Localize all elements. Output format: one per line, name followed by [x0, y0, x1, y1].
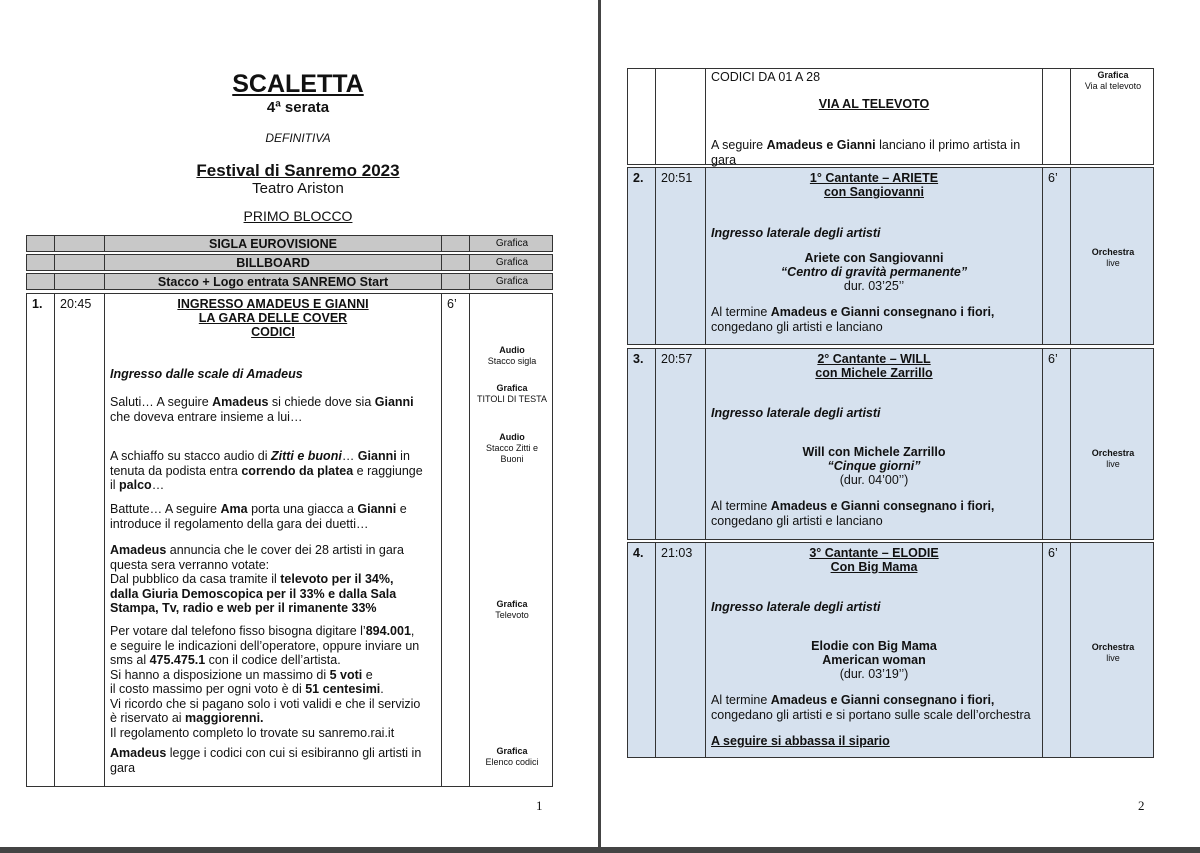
entry-time: 20:57 — [661, 352, 693, 366]
venue-label: Teatro Ariston — [252, 180, 344, 197]
note-grafica-televoto: Grafica Televoto — [495, 599, 529, 620]
entry-duration: 6’ — [1048, 352, 1058, 366]
paragraph-battute: Battute… A seguire Ama porta una giacca a Gianni e introduce il regolamento della gara dei duetti… — [110, 502, 407, 531]
row-title: BILLBOARD — [236, 256, 310, 270]
document-page-2 — [601, 0, 1200, 847]
note-audio-sigla: Audio Stacco sigla — [487, 345, 537, 366]
entry-number: 1. — [32, 297, 43, 311]
entrance-text: Ingresso laterale degli artisti — [711, 226, 881, 240]
closing-text: Al termine Amadeus e Gianni consegnano i fiori, congedano gli artisti e si portano sulle scale dell’orchestra — [711, 693, 1031, 722]
song-title: American woman — [822, 653, 926, 667]
entry-2-row — [627, 167, 1154, 345]
page-number: 2 — [1138, 798, 1145, 813]
entry-number: 4. — [633, 546, 644, 560]
entry-title-line-2: con Michele Zarrillo — [815, 366, 933, 380]
entry-number: 3. — [633, 352, 644, 366]
entrance-text: Ingresso laterale degli artisti — [711, 600, 881, 614]
entry-title-line-2: LA GARA DELLE COVER — [198, 311, 348, 325]
entry-number: 2. — [633, 171, 644, 185]
performers: Elodie con Big Mama — [811, 639, 937, 653]
document-page-1 — [0, 0, 598, 847]
entry-duration: 6’ — [1048, 171, 1058, 185]
entry-duration: 6’ — [447, 297, 457, 311]
entry-time: 20:45 — [60, 297, 92, 311]
entry-time: 21:03 — [661, 546, 693, 560]
entry-4-row — [627, 542, 1154, 758]
entry-title-line-2: con Sangiovanni — [823, 185, 924, 199]
note-orchestra: Orchestra live — [1091, 642, 1135, 663]
entry-duration: 6’ — [1048, 546, 1058, 560]
entry-title-line-1: 1° Cantante – ARIETE — [809, 171, 939, 185]
televoto-title: VIA AL TELEVOTO — [818, 97, 930, 111]
paragraph-votazione: Amadeus annuncia che le cover dei 28 artisti in gara questa sera verranno votate: Dal pubblico da casa tramite il televoto per il 34%, dalla Giuria Demoscopica per il 33% e dalla Sala Stampa, Tv, radio e web per il rimanente 33% — [110, 543, 404, 615]
performers: Ariete con Sangiovanni — [804, 251, 944, 265]
note-orchestra: Orchestra live — [1091, 247, 1135, 268]
gray-row-sigla — [26, 235, 553, 252]
note-grafica-televoto: Grafica Via al televoto — [1084, 70, 1142, 91]
curtain-text: A seguire si abbassa il sipario — [711, 734, 890, 748]
note-grafica-codici: Grafica Elenco codici — [485, 746, 539, 767]
entry-3-row — [627, 348, 1154, 540]
entry-title-line-1: 2° Cantante – WILL — [817, 352, 931, 366]
song-title: “Cinque giorni” — [827, 459, 921, 473]
row-title: SIGLA EUROVISIONE — [208, 237, 338, 251]
entry-title-line-1: INGRESSO AMADEUS E GIANNI — [177, 297, 369, 311]
paragraph-regolamento: Per votare dal telefono fisso bisogna digitare l’894.001, e seguire le indicazioni dell’operatore, oppure inviare un sms al 475.475.1 con il codice dell’artista. Si hanno a disposizione un massimo di 5 voti e il costo massimo per ogni voto è di 51 centesimi. Vi ricordo che si pagano solo i voti validi e che il servizio è riservato ai maggiorenni. Il regolamento completo lo trovate su sanremo.rai.it — [110, 624, 421, 740]
gray-row-billboard — [26, 254, 553, 271]
closing-text: Al termine Amadeus e Gianni consegnano i fiori, congedano gli artisti e lanciano — [711, 499, 995, 528]
song-duration: (dur. 04’00’’) — [839, 473, 909, 487]
closing-text: Al termine Amadeus e Gianni consegnano i fiori, congedano gli artisti e lanciano — [711, 305, 995, 334]
page-number: 1 — [536, 798, 543, 813]
paragraph-saluti: Saluti… A seguire Amadeus si chiede dove sia Gianni che doveva entrare insieme a lui… — [110, 395, 414, 424]
note-orchestra: Orchestra live — [1091, 448, 1135, 469]
entry-title-line-1: 3° Cantante – ELODIE — [809, 546, 939, 560]
paragraph-codici: Amadeus legge i codici con cui si esibiranno gli artisti in gara — [110, 746, 422, 775]
song-title: “Centro di gravità permanente” — [780, 265, 968, 279]
codes-text: CODICI DA 01 A 28 — [711, 70, 821, 84]
row-note: Grafica — [495, 257, 529, 268]
evening-label: 4ª serata — [266, 99, 330, 116]
follow-text: A seguire Amadeus e Gianni lanciano il primo artista in gara — [711, 138, 1021, 167]
entry-title-line-2: Con Big Mama — [830, 560, 918, 574]
row-note: Grafica — [495, 238, 529, 249]
entrance-text: Ingresso laterale degli artisti — [711, 406, 881, 420]
song-duration: dur. 03’25’’ — [843, 279, 905, 293]
continuation-row — [627, 68, 1154, 165]
note-audio-zitti: Audio Stacco Zitti e Buoni — [485, 432, 539, 464]
song-duration: (dur. 03’19’’) — [839, 667, 909, 681]
performers: Will con Michele Zarrillo — [802, 445, 946, 459]
entry-title-line-3: CODICI — [251, 325, 295, 339]
document-title: SCALETTA — [232, 70, 364, 98]
row-note: Grafica — [495, 276, 529, 287]
entry-time: 20:51 — [661, 171, 693, 185]
entry-1-row — [26, 293, 553, 787]
block-label: PRIMO BLOCCO — [243, 208, 353, 224]
festival-title: Festival di Sanremo 2023 — [196, 161, 400, 180]
note-grafica-titoli: Grafica TITOLI DI TESTA — [476, 383, 547, 404]
gray-row-stacco — [26, 273, 553, 290]
entrance-text: Ingresso dalle scale di Amadeus — [110, 367, 303, 381]
paragraph-schiaffo: A schiaffo su stacco audio di Zitti e buoni… Gianni in tenuta da podista entra correndo da platea e raggiunge il palco… — [110, 449, 423, 492]
row-title: Stacco + Logo entrata SANREMO Start — [157, 275, 389, 289]
status-label: DEFINITIVA — [265, 131, 331, 145]
